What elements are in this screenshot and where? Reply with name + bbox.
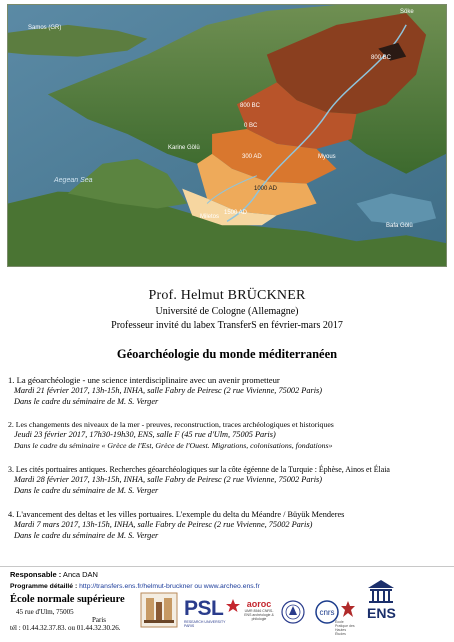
lecture-date: Mardi 28 février 2017, 13h-15h, INHA, salle Fabry de Peiresc (2 rue Vivienne, 75002 Paris) [14, 475, 322, 484]
lecture-context: Dans le cadre du séminaire de M. S. Verger [14, 531, 159, 540]
map-label-1500ad: 1500 AD [224, 210, 248, 216]
ephe-logo-text: École Pratique des Hautes Études [335, 620, 355, 636]
map-label-800bc-2: 800 BC [240, 103, 261, 109]
lecture-context: Dans le cadre du séminaire de M. S. Verger [14, 486, 159, 495]
aoroc-logo-text: aoroc [246, 599, 272, 609]
delta-map-image [8, 5, 446, 266]
address-line2: Paris [92, 616, 106, 624]
map-label-miletos: Miletos [200, 214, 220, 220]
ens-logo-text: ENS [367, 605, 396, 621]
lecture-title: 1. La géoarchéologie - une science interdisciplinaire avec un avenir prometteur [8, 375, 280, 385]
lecture-date: Mardi 21 février 2017, 13h-15h, INHA, salle Fabry de Peiresc (2 rue Vivienne, 75002 Paris) [14, 386, 322, 395]
map-label-aegean-sea: Aegean Sea [54, 177, 93, 184]
map-label-1000ad: 1000 AD [254, 186, 278, 192]
map-label-bafa: Bafa Gölü [386, 223, 413, 229]
aoroc-logo-subtext: UMR 8546 CNRS-ENS archéologie & philologie [244, 609, 274, 621]
lecture-item [8, 375, 448, 407]
lecture-date: Jeudi 23 février 2017, 17h30-19h30, ENS, salle F (45 rue d'Ulm, 75005 Paris) [14, 430, 276, 439]
lecture-date: Mardi 7 mars 2017, 13h-15h, INHA, salle Fabry de Peiresc (2 rue Vivienne, 75002 Paris) [14, 520, 313, 529]
speaker-name: Prof. Helmut BRÜCKNER [148, 288, 306, 303]
transfers-logo-icon [140, 592, 178, 628]
lecture-item [8, 420, 448, 451]
psl-logo-text: PSL [184, 597, 224, 620]
seal-icon [280, 600, 306, 624]
responsible-label: Responsable : [10, 570, 62, 579]
cnrs-logo-text: cnrs [319, 608, 335, 617]
seal-logo [280, 600, 306, 624]
phone: tél : 01.44.32.37.83. ou 01.44.32.30.26. [10, 624, 121, 632]
map-label-800bc: 800 BC [371, 55, 392, 61]
ephe-emblem-icon [341, 601, 355, 617]
lecture-context: Dans le cadre du séminaire « Grèce de l'Est, Grèce de l'Ouest. Migrations, colonisations, fondations» [14, 441, 333, 450]
map-label-karine: Karine Gölü [168, 145, 200, 151]
ens-building-logo [366, 578, 396, 604]
lecture-title: 2. Les changements des niveaux de la mer - preuves, reconstruction, traces archéologiques et historiques [8, 420, 334, 429]
speaker-affiliation: Université de Cologne (Allemagne) [155, 306, 299, 317]
map-label-soke: Söke [400, 9, 414, 15]
lecture-item [8, 465, 448, 496]
aoroc-logo [242, 599, 276, 625]
address-line1: 45 rue d'Ulm, 75005 [16, 608, 74, 616]
map-label-samos: Samos (GR) [28, 25, 62, 31]
map-label-myous: Myous [318, 154, 336, 160]
star-icon [226, 599, 240, 613]
map-label-300ad: 300 AD [242, 154, 262, 160]
lecture-title: 4. L'avancement des deltas et les villes portuaires. L'exemple du delta du Méandre / Büyük Menderes [8, 510, 345, 519]
ephe-emblem [341, 601, 355, 617]
lecture-title: 3. Les cités portuaires antiques. Recherches géoarchéologiques sur la côte égéenne de la Turquie : Éphèse, Ainos et Élaia [8, 465, 390, 474]
school-name: École normale supérieure [10, 594, 125, 605]
lecture-context: Dans le cadre du séminaire de M. S. Verger [14, 397, 159, 406]
ens-building-icon [366, 578, 396, 604]
lecture-item [8, 510, 448, 541]
responsible-line [10, 570, 98, 579]
program-label: Programme détaillé : [10, 583, 78, 590]
psl-logo-subtext: RESEARCH UNIVERSITY PARIS [184, 620, 226, 628]
transfers-logo [140, 592, 178, 628]
program-line [10, 583, 260, 590]
map-label-0bc: 0 BC [244, 123, 258, 129]
delta-map [7, 4, 447, 267]
responsible-name: Anca DAN [61, 570, 98, 579]
speaker-role: Professeur invité du labex TransferS en février-mars 2017 [111, 320, 343, 331]
program-links[interactable]: http://transfers.ens.fr/helmut-bruckner ou www.archeo.ens.fr [77, 583, 260, 590]
lecture-series-title: Géoarchéologie du monde méditerranéen [116, 347, 338, 361]
